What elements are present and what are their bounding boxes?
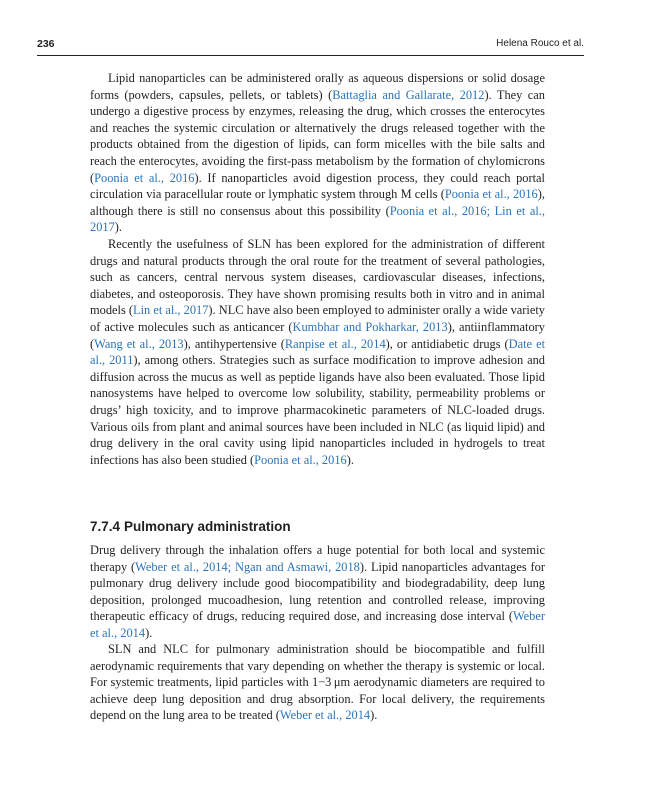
section-number: 7.7.4 (90, 519, 121, 534)
text-run: SLN and NLC for pulmonary administration should be biocompatible and fulfill aerodynamic requirements that vary depending on whether the therapy is systemic or local. For systemic treatments, lipid particles with 1−3 μm aerodynamic diameters are required to achieve deep lung deposition and drug absorption. For local delivery, the requirements depend on the lung area to be treated ( (90, 642, 545, 723)
section-heading (90, 519, 295, 534)
section-title: Pulmonary administration (124, 519, 291, 534)
paragraph-sln-oral-route (90, 236, 545, 468)
text-run: ), antiinflammatory ( (90, 319, 546, 351)
text-run: ). Lipid nanoparticles advantages for pulmonary drug delivery include good biocompatibility and biodegradability, deep lung deposition, prolonged mucoadhesion, lung retention and controlled release, improving therapeutic efficacy of drugs, reducing required dose, and increasing dose interval ( (90, 559, 546, 624)
paragraph-pulmonary-delivery (90, 542, 545, 642)
citation-link[interactable]: Poonia et al., 2016 (444, 187, 538, 202)
text-run: ). (346, 452, 354, 467)
citation-link[interactable]: Poonia et al., 2016 (94, 170, 195, 185)
paragraph-sln-nlc-pulmonary (90, 641, 545, 724)
text-run: ), antihypertensive ( (183, 336, 285, 351)
text-run: ). (145, 625, 153, 640)
citation-link[interactable]: Poonia et al., 2016; Lin et al., 2017 (90, 203, 545, 235)
text-run: Recently the usefulness of SLN has been explored for the administration of different drugs and natural products through the oral route for the treatment of several pathologies, such as cancers, central nervous system diseases, cardiovascular diseases, infections, diabetes, and osteoporosis. They have shown promising results both in vitro and in animal models ( (90, 237, 545, 318)
text-run: ). If nanoparticles avoid digestion process, they could reach portal circulation via paracellular route or lymphatic system through M cells ( (90, 170, 545, 202)
citation-link[interactable]: Date et al., 2011 (90, 336, 546, 368)
page-number: 236 (37, 38, 55, 50)
text-run: ). (370, 708, 378, 723)
citation-link[interactable]: Battaglia and Gallarate, 2012 (332, 87, 485, 102)
citation-link[interactable]: Weber et al., 2014 (279, 708, 371, 723)
citation-link[interactable]: Wang et al., 2013 (94, 336, 184, 351)
text-run: ). NLC have also been employed to administer orally a wide variety of active molecules such as anticancer ( (90, 303, 545, 334)
text-run: ). (114, 220, 123, 235)
citation-link[interactable]: Ranpise et al., 2014 (284, 336, 386, 351)
text-run: ), or antidiabetic drugs ( (385, 336, 509, 351)
text-run: Drug delivery through the inhalation offers a huge potential for both local and systemic therapy ( (90, 543, 545, 574)
paragraph-oral-lipid-nanoparticles (90, 70, 545, 236)
citation-link[interactable]: Lin et al., 2017 (133, 303, 209, 318)
running-head: Helena Rouco et al. (496, 38, 584, 49)
header-rule (37, 55, 584, 56)
citation-link[interactable]: Kumbhar and Pokharkar, 2013 (292, 319, 448, 334)
page-header (37, 38, 584, 52)
citation-link[interactable]: Poonia et al., 2016 (254, 452, 347, 467)
text-run: ), among others. Strategies such as surface modification to improve adhesion and diffusion across the mucus as well as peptide ligands have also been evaluated. Those lipid nanosystems have helped to overcome low solubility, stability, permeability problems or drugs’ high toxicity, and to improve pharmacokinetic parameters of NLC-loaded drugs. Various oils from plant and animal sources have been included in NLC (as liquid lipid) and drug delivery in the oral cavity using lipid nanoparticles included in hydrogels to treat infections has also been studied ( (90, 353, 545, 467)
citation-link[interactable]: Weber et al., 2014 (90, 609, 545, 640)
citation-link[interactable]: Weber et al., 2014; Ngan and Asmawi, 2018 (135, 559, 360, 574)
text-run: ). They can undergo a digestive process by enzymes, releasing the drug, which crosses the enterocytes and reaches the systemic circulation or alternatively the drugs released together with the products obtained from the digestion of lipids, can form micelles with the bile salts and reach the enterocytes, avoiding the first-pass metabolism by the formation of chylomicrons ( (90, 87, 545, 185)
text-run: Lipid nanoparticles can be administered orally as aqueous dispersions or solid dosage forms (powders, capsules, pellets, or tablets) ( (90, 71, 545, 102)
text-run: ), although there is still no consensus about this possibility ( (90, 187, 545, 218)
